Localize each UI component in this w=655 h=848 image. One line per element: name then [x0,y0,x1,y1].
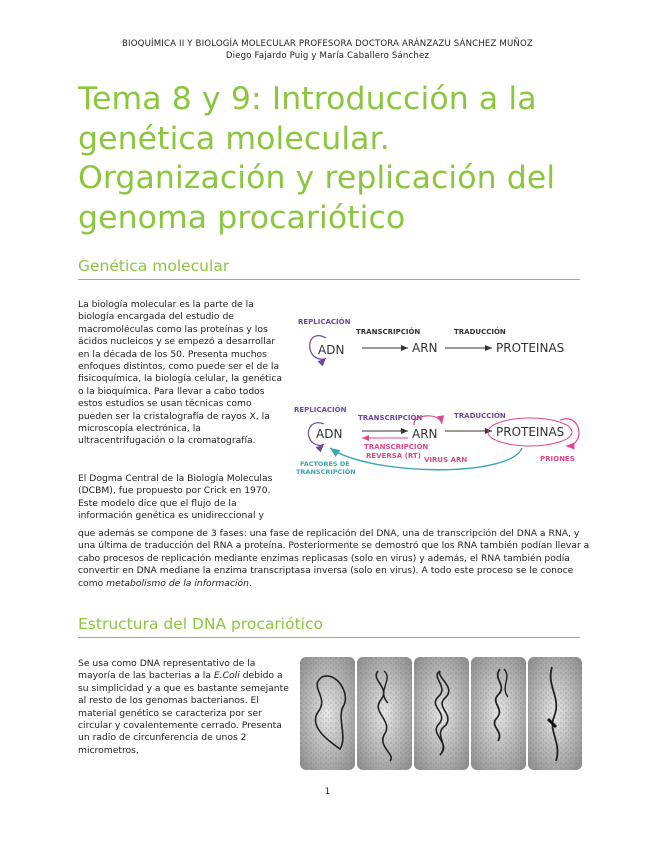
bottom-adn: ADN [316,427,343,441]
paragraph-phases [78,528,590,590]
bottom-factores-label-1: FACTORES DE [300,460,350,468]
bottom-factores-label-2: TRANSCRIPCIÓN [296,468,356,476]
title-line-2: genética molecular. [78,120,390,157]
dna-micrograph-image [300,657,582,770]
page-number: 1 [324,787,331,797]
page-title [78,80,598,238]
bottom-traduccion-label: TRADUCCIÓN [454,412,506,420]
paragraph-phases-emphasis: metabolismo de la información [106,577,249,589]
bottom-replicacion-label: REPLICACIÓN [294,406,347,414]
header-line-1: BIOQUÍMICA II Y BIOLOGÍA MOLECULAR PROFESORA DOCTORA ARÁNZAZU SÁNCHEZ MUÑOZ [122,39,533,49]
paragraph-dna-emphasis: E.Coli [213,670,240,682]
paragraph-phases-end: . [249,577,252,589]
paragraph-dna-structure [78,658,295,757]
bottom-rt-label-1: TRANSCRIPCIÓN [364,443,429,451]
paragraph-dogma: El Dogma Central de la Biología Moleculas (DCBM), fue propuesto por Crick en 1970. Este modelo dice que el flujo de la información genética es unidireccional y [78,473,273,522]
top-arn: ARN [412,341,438,355]
paragraph-phases-text: que además se compone de 3 fases: una fase de replicación del DNA, una de transcripción del DNA a RNA, y una última de traducción del RNA a proteína. Posteriormente se demostró que los RNA también podían llevar a cabo procesos de replicación mediante enzimas replicasas (solo en virus) y además, el RNA también podía convertir en DNA mediane la enzima transcriptasa inversa (solo en virus). A todo este proceso se le conoce como [78,528,590,589]
micrograph-panel-2 [357,657,412,770]
header-line-2: Diego Fajardo Puig y María Caballero Sánchez [225,51,430,61]
title-line-4: genoma procariótico [78,199,406,236]
top-adn: ADN [318,343,345,357]
bottom-transcripcion-label: TRANSCRIPCIÓN [358,414,423,422]
section-heading-genetica: Genética molecular [78,257,580,280]
micrograph-panel-4 [471,657,526,770]
paragraph-dna-end: debido a su simplicidad y a que es bastante semejante al resto de los genomas bacterianos. El material genético se caracteriza por ser circular y covalentemente cerrado. Presenta un radio de circunferencia de unos 2 micrometros, [78,670,289,756]
bottom-rt-label-2: REVERSA (RT) [366,452,421,460]
micrograph-panel-5 [528,657,582,770]
title-line-1: Tema 8 y 9: Introducción a la [78,81,537,117]
title-line-3: Organización y replicación del [78,160,556,196]
micrograph-panel-1 [300,657,355,770]
bottom-virus-arn-label: VIRUS ARN [424,456,468,464]
bottom-arn: ARN [412,427,438,441]
top-proteinas: PROTEINAS [496,341,565,355]
paragraph-intro: La biología molecular es la parte de la biología encargada del estudio de macromoléculas como las proteínas y los ácidos nucleicos y se empezó a desarrollar en la década de los 50. Presenta muchos enfoques distintos, como puede ser el de la fisicoquímica, la biología celular, la genética o la bioquímica. Para llevar a cabo todos estos estudios se usan técnicas como pueden ser la cristalografía de rayos X, la microscopía electrónica, la ultracentrifugación o la cromatografía. [78,299,283,447]
top-replicacion-label: REPLICACIÓN [298,318,351,326]
top-transcripcion-label: TRANSCRIPCIÓN [356,328,421,336]
micrograph-panel-3 [414,657,469,770]
top-traduccion-label: TRADUCCIÓN [454,328,506,336]
bottom-priones-label: PRIONES [540,455,575,463]
central-dogma-diagram [290,308,590,488]
bottom-proteinas: PROTEINAS [496,425,565,439]
section-heading-estructura: Estructura del DNA procariótico [78,615,580,638]
paragraph-dna-text: Se usa como DNA representativo de la mayoría de las bacterias a la [78,658,256,682]
